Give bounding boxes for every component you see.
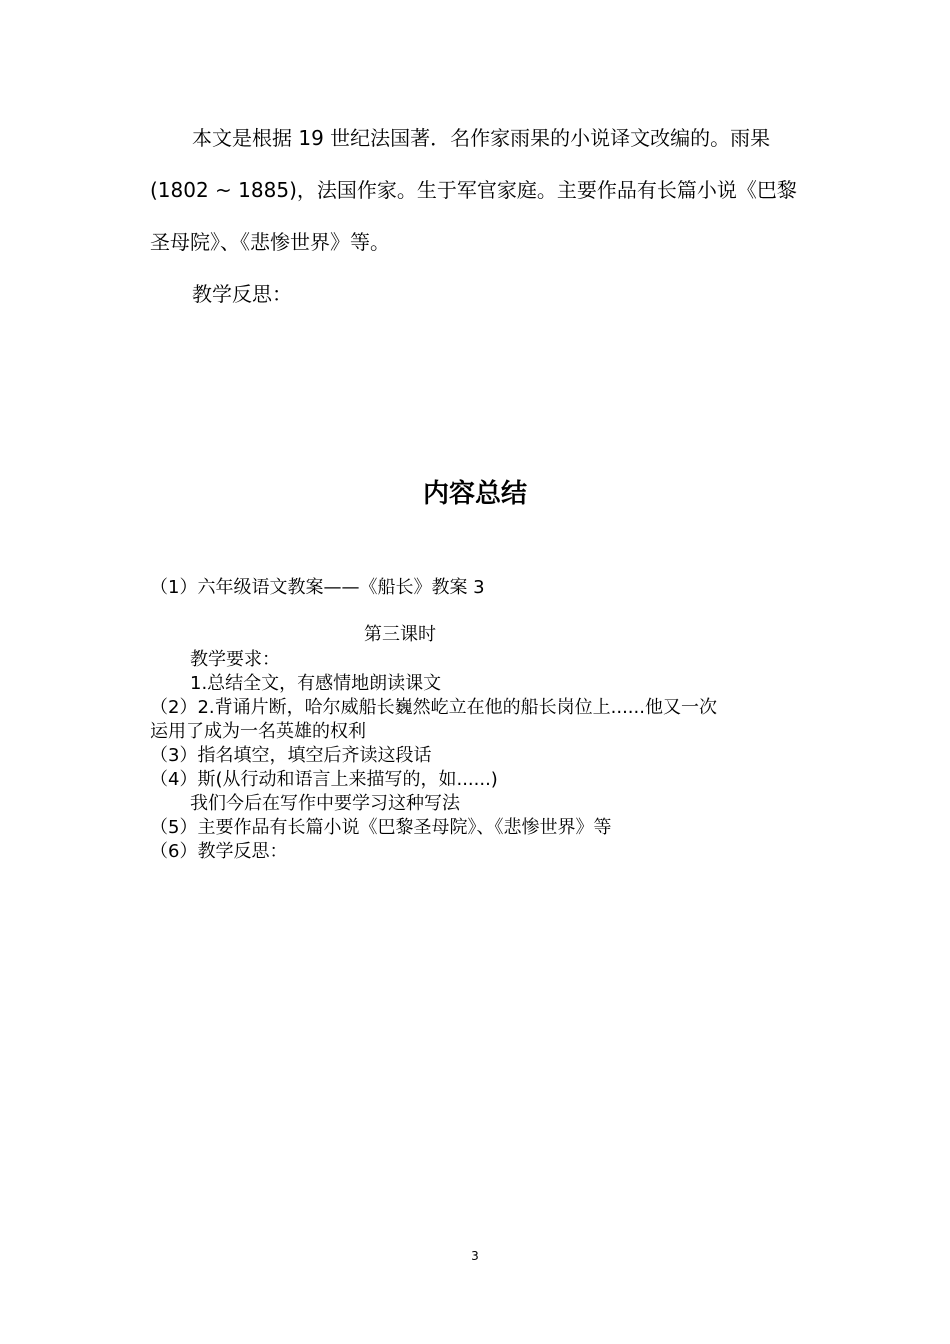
page-number: 3 bbox=[471, 1249, 479, 1263]
summary-list bbox=[150, 623, 800, 864]
summary-item-1: （1）六年级语文教案——《船长》教案 3 bbox=[150, 577, 485, 598]
lesson-title: 第三课时 bbox=[364, 624, 436, 645]
intro-paragraph: 本文是根据 19 世纪法国著．名作家雨果的小说译文改编的。雨果(1802 ~ 1885)，法国作家。生于军官家庭。主要作品有长篇小说《巴黎圣母院》、《悲惨世界》等。 bbox=[150, 126, 797, 254]
summary-item-6: （6）教学反思： bbox=[150, 841, 288, 862]
summary-heading: 内容总结 bbox=[422, 479, 527, 509]
requirements-label: 教学要求： bbox=[190, 649, 280, 670]
summary-item-2: （2）2.背诵片断，哈尔威船长巍然屹立在他的船长岗位上......他又一次 bbox=[150, 697, 717, 718]
summary-item-5: （5）主要作品有长篇小说《巴黎圣母院》、《悲惨世界》等 bbox=[150, 817, 612, 838]
summary-item-4-continued: 我们今后在写作中要学习这种写法 bbox=[190, 793, 460, 814]
summary-item-4: （4）斯(从行动和语言上来描写的，如......) bbox=[150, 769, 498, 790]
summary-item-3: （3）指名填空，填空后齐读这段话 bbox=[150, 745, 432, 766]
summary-item-2-continued: 运用了成为一名英雄的权利 bbox=[150, 721, 366, 742]
requirement-1: 1.总结全文，有感情地朗读课文 bbox=[190, 673, 442, 694]
teaching-reflection-label: 教学反思： bbox=[192, 282, 292, 306]
